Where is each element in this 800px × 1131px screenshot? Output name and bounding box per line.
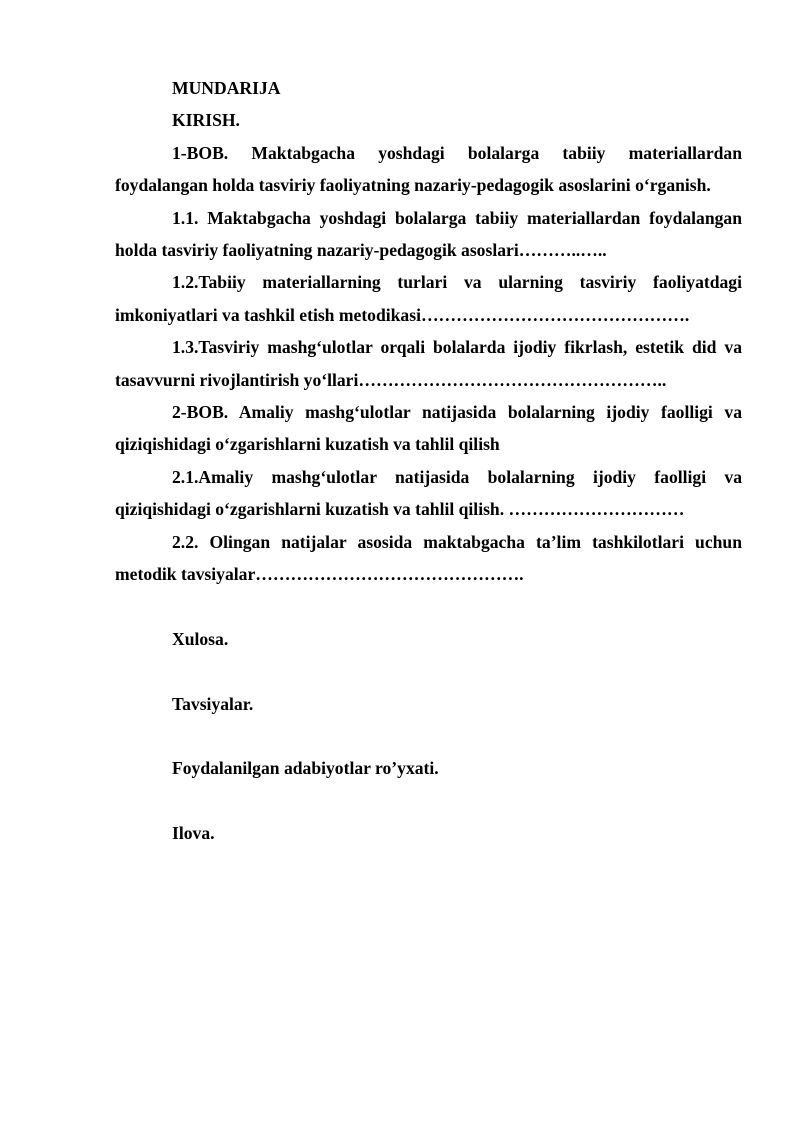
- spacer: [115, 655, 742, 687]
- toc-item-2-1: 2.1.Amaliy mashg‘ulotlar natijasida bolalarning ijodiy faolligi va qiziqishidagi o‘zgarishlarni kuzatish va tahlil qilish. …………………………: [115, 466, 742, 520]
- table-of-contents: [115, 72, 742, 850]
- toc-title: MUNDARIJA: [172, 78, 281, 98]
- toc-appendix: Ilova.: [172, 823, 215, 844]
- spacer: [115, 591, 742, 623]
- toc-recommendations: Tavsiyalar.: [172, 693, 254, 714]
- toc-item-1-2: 1.2.Tabiiy materiallarning turlari va ularning tasviriy faoliyatdagi imkoniyatlari va tashkil etish metodikasi……………………………………….: [115, 272, 742, 325]
- toc-intro: KIRISH.: [172, 110, 240, 131]
- toc-item-1-3: 1.3.Tasviriy mashg‘ulotlar orqali bolalarda ijodiy fikrlash, estetik did va tasavvurni rivojlantirish yo‘llari……………………………………………..: [115, 337, 742, 390]
- toc-item-chapter-1: 1-BOB. Maktabgacha yoshdagi bolalarga tabiiy materiallardan foydalangan holda tasviriy faoliyatning nazariy-pedagogik asoslarini o‘rganish.: [115, 142, 742, 196]
- toc-item-chapter-2: 2-BOB. Amaliy mashg‘ulotlar natijasida bolalarning ijodiy faolligi va qiziqishidagi o‘zgarishlarni kuzatish va tahlil qilish: [115, 402, 742, 455]
- toc-conclusion: Xulosa.: [172, 628, 229, 649]
- toc-references: Foydalanilgan adabiyotlar ro’yxati.: [172, 758, 439, 779]
- spacer: [115, 785, 742, 817]
- spacer: [115, 720, 742, 752]
- toc-item-2-2: 2.2. Olingan natijalar asosida maktabgacha ta’lim tashkilotlari uchun metodik tavsiyalar……………………………………….: [115, 531, 742, 585]
- toc-item-1-1: 1.1. Maktabgacha yoshdagi bolalarga tabiiy materiallardan foydalangan holda tasviriy faoliyatning nazariy-pedagogik asoslari………..…..: [115, 207, 742, 261]
